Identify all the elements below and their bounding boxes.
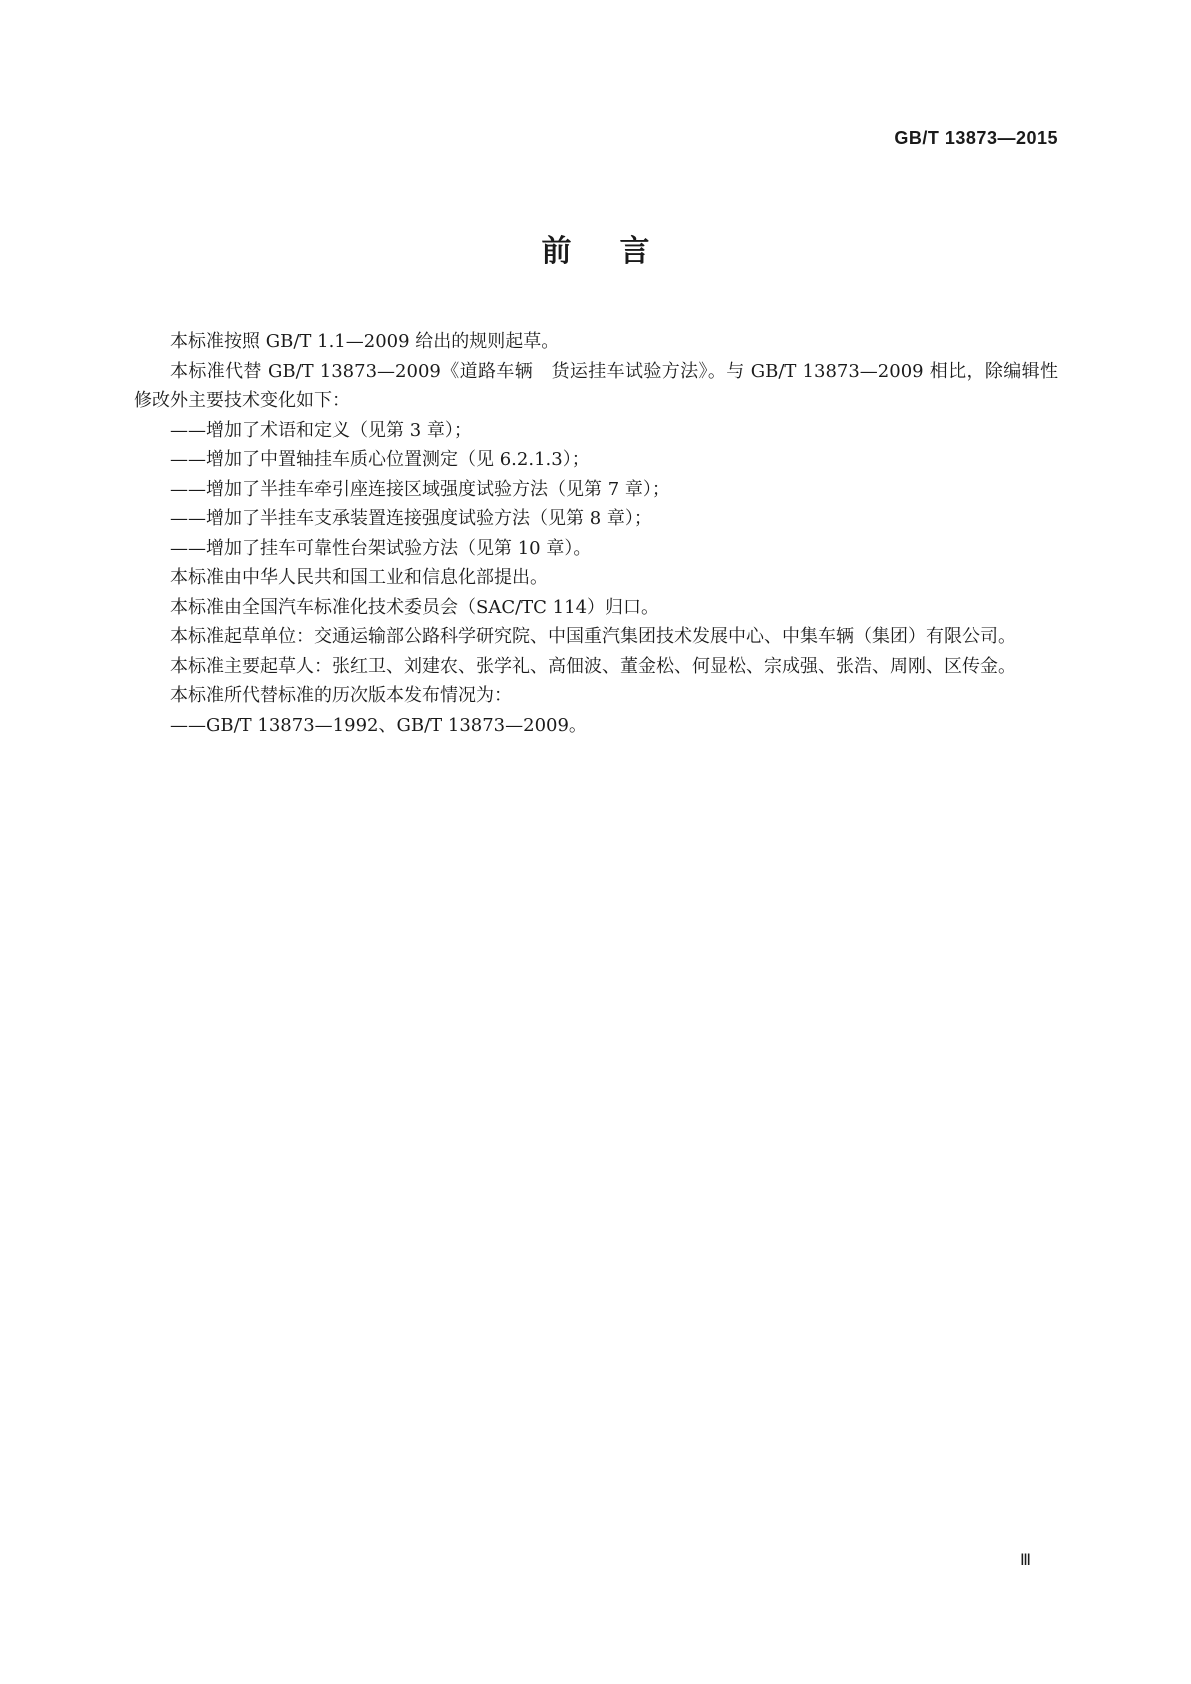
list-item: ——增加了半挂车支承装置连接强度试验方法（见第 8 章）； (170, 508, 652, 529)
list-item: ——增加了术语和定义（见第 3 章）； (170, 419, 472, 441)
paragraph: 本标准按照 GB/T 1.1—2009 给出的规则起草。 (170, 331, 560, 352)
paragraph: 本标准由中华人民共和国工业和信息化部提出。 (170, 567, 548, 588)
page-title: 前言 (541, 234, 698, 269)
paragraph: 本标准由全国汽车标准化技术委员会（SAC/TC 114）归口。 (170, 596, 660, 618)
list-item: ——增加了中置轴挂车质心位置测定（见 6.2.1.3）； (170, 449, 590, 470)
paragraph: 本标准起草单位：交通运输部公路科学研究院、中国重汽集团技术发展中心、中集车辆（集团）有限公司。 (170, 626, 1016, 647)
list-item: ——增加了挂车可靠性台架试验方法（见第 10 章）。 (170, 537, 592, 559)
paragraph: 本标准所代替标准的历次版本发布情况为： (170, 685, 512, 706)
standard-code: GB/T 13873—2015 (894, 128, 1058, 148)
list-item: ——GB/T 13873—1992、GB/T 13873—2009。 (170, 714, 587, 736)
foreword-body (134, 327, 1058, 740)
paragraph: 本标准主要起草人：张红卫、刘建农、张学礼、高佃波、董金松、何显松、宗成强、张浩、周刚、区传金。 (170, 655, 1016, 677)
page-number: Ⅲ (1019, 1552, 1031, 1569)
list-item: ——增加了半挂车牵引座连接区域强度试验方法（见第 7 章）； (170, 478, 670, 500)
paragraph: 本标准代替 GB/T 13873—2009《道路车辆 货运挂车试验方法》。与 GB/T 13873—2009 相比，除编辑性修改外主要技术变化如下： (134, 360, 1058, 411)
